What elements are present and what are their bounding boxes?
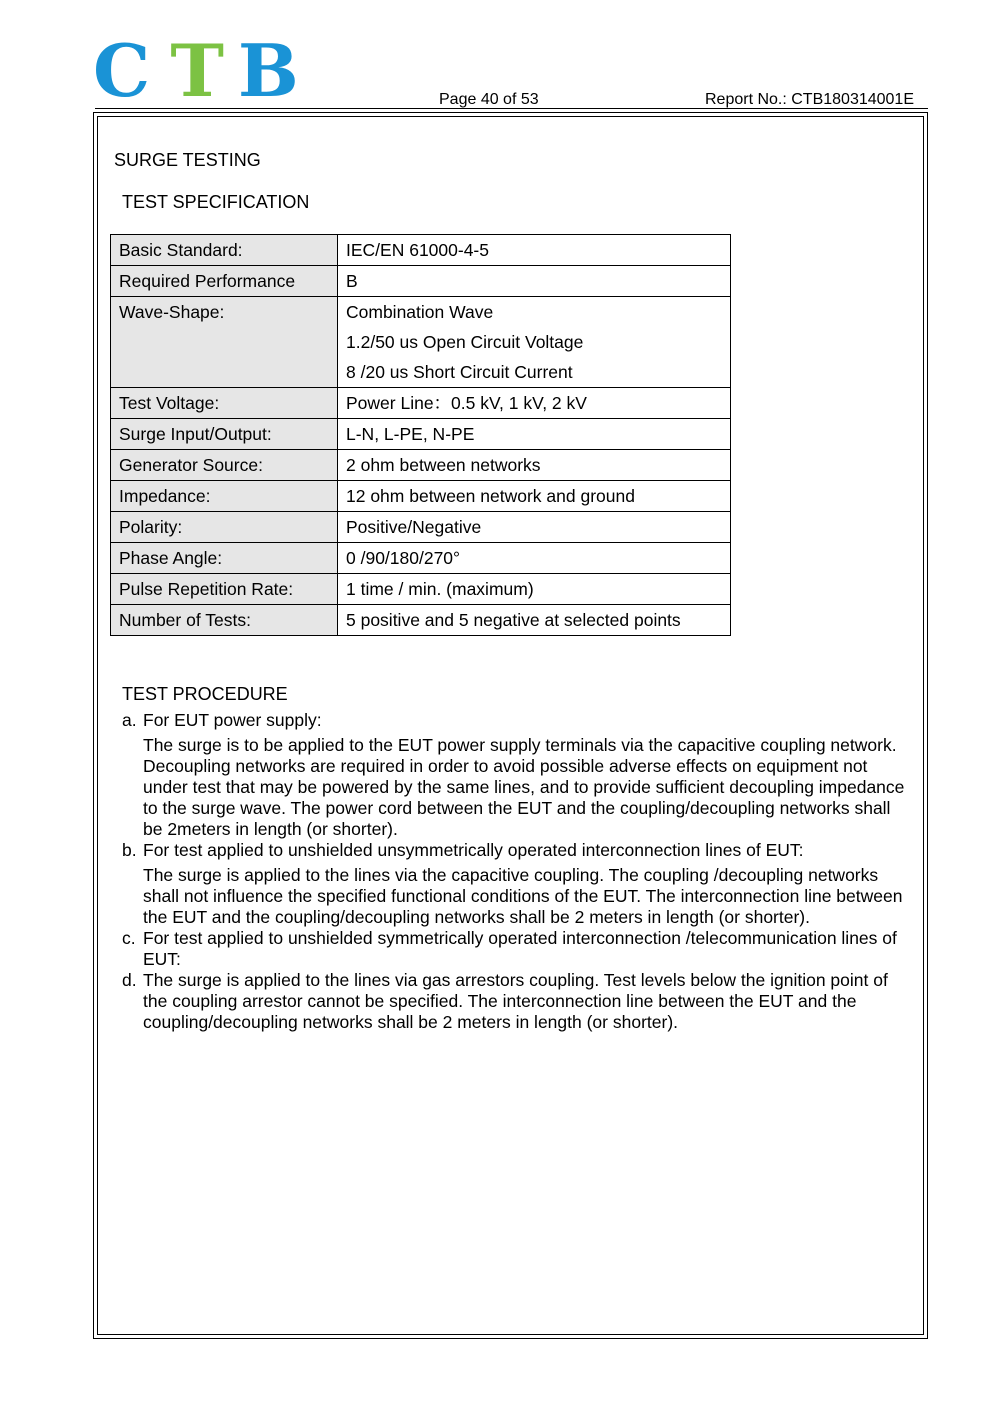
spec-title: TEST SPECIFICATION — [122, 192, 310, 212]
spec-value-line: 8 /20 us Short Circuit Current — [346, 362, 573, 382]
spec-value: Positive/Negative — [338, 512, 731, 543]
spec-key: Required Performance — [111, 266, 338, 297]
spec-value: 12 ohm between network and ground — [338, 481, 731, 512]
spec-value-line: Combination Wave — [346, 302, 494, 322]
report-number: Report No.: CTB180314001E — [704, 91, 914, 108]
spec-key: Impedance: — [111, 481, 338, 512]
item-heading: For test applied to unshielded symmetrically operated interconnection /telecommunication lines of EUT: — [143, 928, 897, 969]
spec-value: B — [338, 266, 731, 297]
spec-value — [338, 297, 731, 388]
table-row — [111, 574, 731, 605]
logo-letter-t: T — [170, 28, 224, 113]
item-heading: For EUT power supply: — [143, 710, 322, 730]
spec-value-line: 1.2/50 us Open Circuit Voltage — [346, 332, 584, 352]
logo-letter-b: B — [237, 28, 299, 113]
table-row — [111, 297, 731, 388]
item-heading: The surge is applied to the lines via gas arrestors coupling. Test levels below the ignition point of the coupling arrestor cannot be specified. The interconnection line between the EUT and the coupling/decoupling networks shall be 2 meters in length (or shorter). — [143, 970, 888, 1032]
procedure-item-a — [122, 710, 912, 731]
spec-key: Phase Angle: — [111, 543, 338, 574]
procedure-item-b — [122, 840, 912, 861]
table-row — [111, 605, 731, 636]
procedure-title: TEST PROCEDURE — [122, 684, 288, 704]
item-heading: For test applied to unshielded unsymmetrically operated interconnection lines of EUT: — [143, 840, 804, 860]
header-divider — [95, 108, 928, 109]
procedure-item-c — [122, 928, 912, 970]
spec-key: Wave-Shape: — [111, 297, 338, 388]
spec-value: 1 time / min. (maximum) — [338, 574, 731, 605]
spec-key: Generator Source: — [111, 450, 338, 481]
page-number: Page 40 of 53 — [439, 91, 539, 108]
spec-value: L-N, L-PE, N-PE — [338, 419, 731, 450]
table-row — [111, 266, 731, 297]
table-row — [111, 235, 731, 266]
item-label: a. — [122, 710, 137, 730]
table-row — [111, 481, 731, 512]
section-title: SURGE TESTING — [114, 150, 261, 170]
table-row — [111, 450, 731, 481]
table-row — [111, 512, 731, 543]
spec-value: 2 ohm between networks — [338, 450, 731, 481]
spec-value: 5 positive and 5 negative at selected points — [338, 605, 731, 636]
test-procedure — [122, 710, 912, 1033]
procedure-item-d — [122, 970, 912, 1033]
item-label: d. — [122, 970, 137, 990]
spec-key: Number of Tests: — [111, 605, 338, 636]
spec-value: 0 /90/180/270° — [338, 543, 731, 574]
logo-letter-c: C — [93, 28, 151, 113]
item-body: The surge is to be applied to the EUT power supply terminals via the capacitive coupling network. Decoupling networks are required in order to avoid possible adverse effects on equipment not under test that may be powered by the same lines, and to provide sufficient decoupling impedance to the surge wave. The power cord between the EUT and the coupling/decoupling networks shall be 2meters in length (or shorter). — [143, 735, 905, 839]
table-row — [111, 543, 731, 574]
table-row — [111, 388, 731, 419]
spec-key: Test Voltage: — [111, 388, 338, 419]
table-row — [111, 419, 731, 450]
ctb-logo — [93, 28, 299, 113]
spec-key: Surge Input/Output: — [111, 419, 338, 450]
spec-key: Pulse Repetition Rate: — [111, 574, 338, 605]
spec-value: Power Line：0.5 kV, 1 kV, 2 kV — [338, 388, 731, 419]
spec-key: Basic Standard: — [111, 235, 338, 266]
item-label: c. — [122, 928, 136, 948]
item-label: b. — [122, 840, 137, 860]
spec-key: Polarity: — [111, 512, 338, 543]
spec-value: IEC/EN 61000-4-5 — [338, 235, 731, 266]
test-specification-table — [110, 234, 731, 636]
item-body: The surge is applied to the lines via the capacitive coupling. The coupling /decoupling networks shall not influence the specified functional conditions of the EUT. The interconnection line between the EUT and the coupling/decoupling networks shall be 2 meters in length (or shorter). — [143, 865, 903, 927]
